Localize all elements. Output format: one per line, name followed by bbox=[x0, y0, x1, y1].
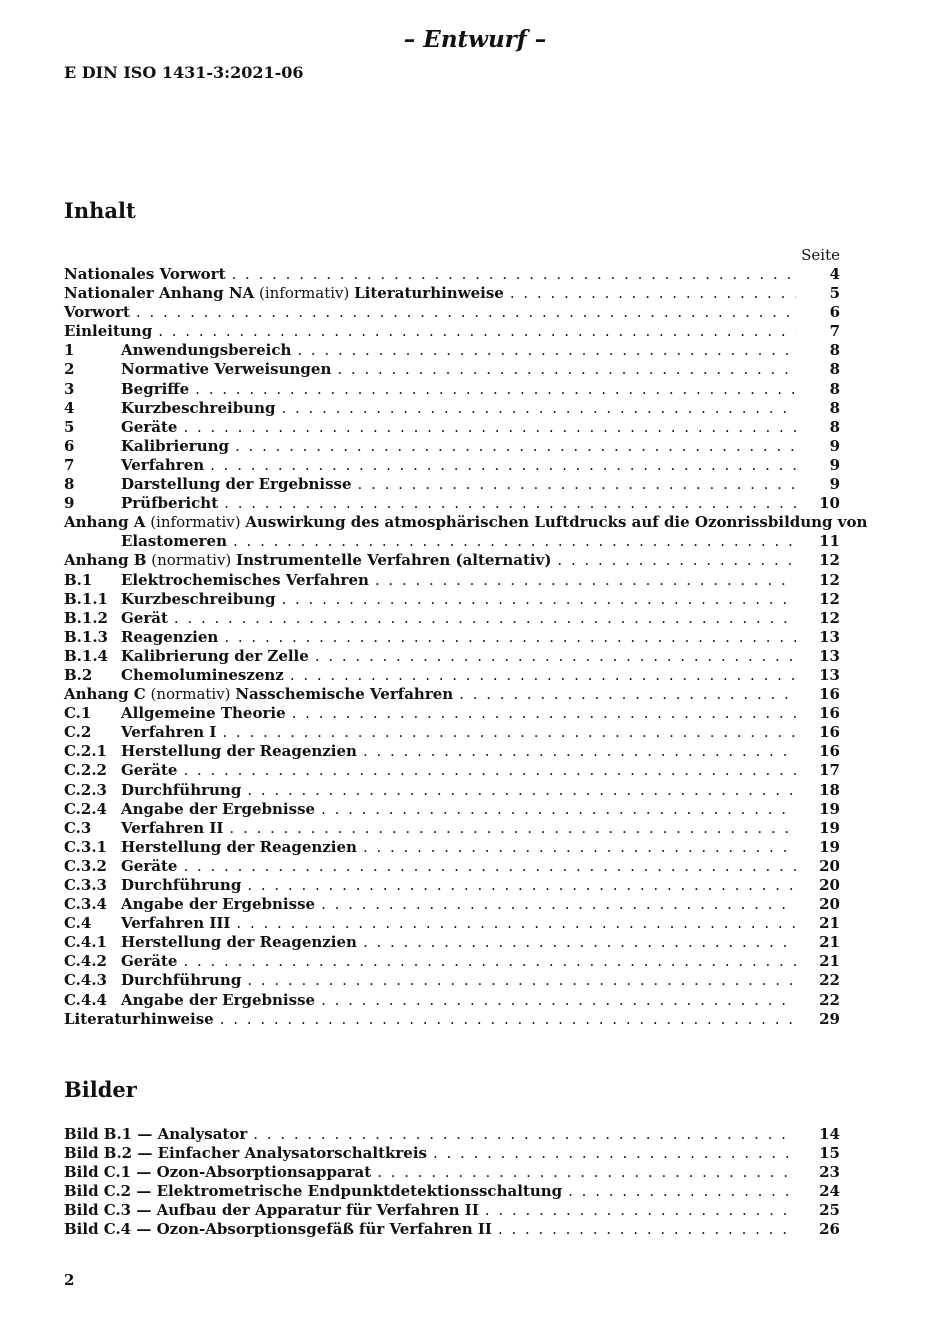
toc-entry[interactable] bbox=[64, 952, 840, 971]
toc-page-number: 12 bbox=[819, 589, 840, 608]
toc-entry[interactable] bbox=[64, 1010, 840, 1029]
toc-entry-text bbox=[121, 704, 286, 723]
toc-entry-annex-a[interactable] bbox=[64, 513, 868, 532]
figure-page-number: 15 bbox=[819, 1144, 840, 1163]
toc-section-number: 3 bbox=[64, 379, 75, 398]
toc-entry-text bbox=[121, 609, 168, 628]
toc-entry-text bbox=[121, 933, 357, 952]
leader-dots bbox=[253, 1125, 796, 1144]
toc-entry[interactable] bbox=[64, 895, 840, 914]
leader-dots bbox=[358, 475, 796, 494]
toc-entry-text bbox=[121, 895, 315, 914]
toc-entry-text bbox=[121, 341, 291, 360]
leader-dots bbox=[222, 723, 796, 742]
figure-caption: Bild C.2 — Elektrometrische Endpunktdetektionsschaltung bbox=[64, 1182, 563, 1201]
toc-entry[interactable] bbox=[64, 399, 840, 418]
toc-entry-label: Herstellung der Reagenzien bbox=[121, 933, 357, 952]
figure-entry[interactable] bbox=[64, 1182, 840, 1201]
toc-page-number: 18 bbox=[819, 780, 840, 799]
toc-entry-text bbox=[121, 456, 204, 475]
toc-entry[interactable] bbox=[64, 723, 840, 742]
draft-label: – Entwurf – bbox=[403, 26, 547, 53]
toc-entry-label: Anhang C bbox=[64, 685, 146, 704]
toc-entry-text bbox=[121, 666, 284, 685]
toc-entry-text bbox=[121, 647, 309, 666]
toc-entry-text bbox=[121, 475, 352, 494]
toc-page-number: 20 bbox=[819, 856, 840, 875]
toc-entry[interactable] bbox=[64, 704, 840, 723]
toc-section-number: C.4.3 bbox=[64, 971, 107, 990]
toc-entry-text bbox=[121, 571, 369, 590]
toc-entry-text bbox=[121, 971, 241, 990]
leader-dots bbox=[321, 991, 796, 1010]
toc-entry-text bbox=[121, 991, 315, 1010]
toc-entry[interactable] bbox=[64, 418, 840, 437]
toc-entry-label: Durchführung bbox=[121, 971, 242, 990]
toc-entry-text bbox=[121, 437, 229, 456]
toc-entry[interactable] bbox=[64, 666, 840, 685]
figure-page-number: 23 bbox=[819, 1163, 840, 1182]
toc-entry-label: Verfahren I bbox=[121, 723, 217, 742]
leader-dots bbox=[220, 1010, 796, 1029]
toc-entry[interactable] bbox=[64, 456, 840, 475]
toc-section-number: C.3.3 bbox=[64, 876, 107, 894]
toc-entry-text bbox=[121, 494, 218, 513]
toc-entry-text bbox=[64, 265, 226, 284]
toc-entry-text bbox=[121, 723, 216, 742]
toc-entry-type: (informativ) bbox=[145, 513, 246, 532]
toc-entry-text bbox=[64, 284, 504, 303]
toc-page-number: 22 bbox=[819, 990, 840, 1009]
toc-entry-text bbox=[121, 380, 189, 399]
toc-entry[interactable] bbox=[64, 475, 840, 494]
leader-dots bbox=[377, 1163, 796, 1182]
toc-entry-text bbox=[64, 685, 453, 704]
toc-page-number: 20 bbox=[819, 876, 840, 894]
toc-section-number: B.1.2 bbox=[64, 608, 108, 627]
toc-section-number: 4 bbox=[64, 398, 75, 417]
toc-entry-label: Angabe der Ergebnisse bbox=[121, 895, 316, 914]
figure-caption: Bild B.2 — Einfacher Analysatorschaltkreis bbox=[64, 1144, 427, 1163]
toc-section-number: B.2 bbox=[64, 665, 93, 684]
toc-entry-text bbox=[121, 742, 357, 761]
toc-section-number: C.1 bbox=[64, 704, 92, 723]
toc-page-number: 12 bbox=[819, 608, 840, 627]
toc-page-number: 7 bbox=[829, 322, 840, 341]
toc-section-number: B.1.4 bbox=[64, 646, 108, 665]
leader-dots bbox=[232, 265, 796, 284]
toc-entry-label: Verfahren II bbox=[121, 818, 224, 837]
toc-section-number: C.3 bbox=[64, 818, 92, 837]
toc-entry-text bbox=[64, 303, 130, 322]
leader-dots bbox=[557, 551, 796, 570]
toc-entry-title-cont: Elastomeren bbox=[121, 532, 227, 551]
leader-dots bbox=[195, 380, 796, 399]
leader-dots bbox=[363, 742, 796, 761]
toc-page-number: 9 bbox=[829, 475, 840, 494]
leader-dots bbox=[459, 685, 796, 704]
toc-entry[interactable] bbox=[64, 590, 840, 609]
toc-entry[interactable] bbox=[64, 303, 840, 322]
leader-dots bbox=[433, 1144, 796, 1163]
toc-page-number: 19 bbox=[819, 837, 840, 856]
toc-entry-label: Darstellung der Ergebnisse bbox=[121, 475, 352, 494]
toc-entry-label: Literaturhinweise bbox=[64, 1009, 214, 1028]
toc-entry-label: Kurzbeschreibung bbox=[121, 398, 276, 417]
toc-entry-label: Geräte bbox=[121, 761, 178, 780]
leader-dots bbox=[363, 933, 796, 952]
toc-entry-label: Elektrochemisches Verfahren bbox=[121, 570, 369, 589]
toc-entry[interactable] bbox=[64, 494, 840, 513]
leader-dots bbox=[315, 647, 796, 666]
leader-dots bbox=[158, 322, 796, 341]
toc-entry-label: Nationales Vorwort bbox=[64, 265, 226, 283]
toc-entry[interactable] bbox=[64, 761, 840, 780]
leader-dots bbox=[498, 1220, 796, 1239]
figure-caption: Bild C.3 — Aufbau der Apparatur für Verfahren II bbox=[64, 1201, 479, 1220]
toc-section-number: 1 bbox=[64, 341, 75, 360]
toc-section-number: 5 bbox=[64, 417, 75, 436]
toc-entry-type: (normativ) bbox=[146, 551, 237, 570]
toc-page-number: 13 bbox=[819, 646, 840, 665]
toc-entry-label: Kalibrierung der Zelle bbox=[121, 646, 309, 665]
toc-entry-text bbox=[121, 590, 275, 609]
toc-entry[interactable] bbox=[64, 551, 840, 570]
toc-entry-type: (normativ) bbox=[145, 685, 236, 704]
toc-page-number: 11 bbox=[819, 532, 840, 551]
toc-page-number: 5 bbox=[829, 284, 840, 303]
toc-page-number: 29 bbox=[819, 1009, 840, 1028]
page-number: 2 bbox=[64, 1271, 75, 1289]
toc-page-number: 16 bbox=[819, 704, 840, 723]
toc-entry[interactable] bbox=[64, 322, 840, 341]
leader-dots bbox=[174, 609, 796, 628]
toc-entry-text bbox=[64, 322, 152, 341]
toc-page-number: 6 bbox=[829, 303, 840, 322]
toc-entry[interactable] bbox=[64, 265, 840, 284]
toc-page-number: 8 bbox=[829, 398, 840, 417]
toc-section-number: 8 bbox=[64, 475, 75, 494]
toc-entry[interactable] bbox=[64, 437, 840, 456]
leader-dots bbox=[321, 895, 796, 914]
toc-entry[interactable] bbox=[64, 742, 840, 761]
page-column-label: Seite bbox=[801, 246, 840, 264]
toc-entry[interactable] bbox=[64, 571, 840, 590]
leader-dots bbox=[292, 704, 796, 723]
toc-entry[interactable] bbox=[64, 628, 840, 647]
document-id: E DIN ISO 1431-3:2021-06 bbox=[64, 63, 304, 82]
toc-page-number: 13 bbox=[819, 627, 840, 646]
toc-page-number: 4 bbox=[829, 265, 840, 283]
toc-entry-title: Auswirkung des atmosphärischen Luftdrucks auf die Ozonrissbildung von bbox=[245, 513, 868, 532]
leader-dots bbox=[337, 360, 796, 379]
leader-dots bbox=[183, 857, 796, 876]
leader-dots bbox=[247, 876, 796, 895]
toc-entry-label: Normative Verweisungen bbox=[121, 360, 332, 379]
toc-entry-text bbox=[121, 628, 218, 647]
toc-entry[interactable] bbox=[64, 991, 840, 1010]
leader-dots bbox=[136, 303, 796, 322]
toc-section-number: C.2.2 bbox=[64, 761, 107, 780]
toc-entry[interactable] bbox=[64, 857, 840, 876]
toc-entry-label: Gerät bbox=[121, 608, 168, 627]
toc-entry-label: Durchführung bbox=[121, 876, 242, 894]
toc-entry[interactable] bbox=[64, 876, 840, 895]
toc-entry-text bbox=[121, 761, 177, 780]
toc-page-number: 20 bbox=[819, 895, 840, 914]
toc-section-number: C.3.2 bbox=[64, 856, 107, 875]
toc-section-number: 9 bbox=[64, 494, 75, 513]
toc-entry[interactable] bbox=[64, 971, 840, 990]
leader-dots bbox=[290, 666, 796, 685]
toc-entry-text bbox=[121, 360, 331, 379]
toc-entry-label: Herstellung der Reagenzien bbox=[121, 742, 357, 761]
toc-entry[interactable] bbox=[64, 647, 840, 666]
figure-page-number: 24 bbox=[819, 1182, 840, 1201]
figure-page-number: 25 bbox=[819, 1201, 840, 1220]
toc-entry-label: Geräte bbox=[121, 856, 178, 875]
toc-section-number: C.3.4 bbox=[64, 895, 107, 914]
toc-entry-label: Chemolumineszenz bbox=[121, 665, 284, 684]
toc-entry-label: Verfahren bbox=[121, 455, 205, 474]
toc-section-number: C.4.1 bbox=[64, 933, 107, 952]
toc-section-number: B.1.1 bbox=[64, 589, 108, 608]
toc-page-number: 16 bbox=[819, 685, 840, 704]
toc-section-number: 6 bbox=[64, 436, 75, 455]
toc-page-number: 16 bbox=[819, 742, 840, 761]
leader-dots bbox=[183, 761, 796, 780]
toc-page-number: 12 bbox=[819, 551, 840, 570]
list-of-figures bbox=[64, 1125, 840, 1240]
figure-entry[interactable] bbox=[64, 1201, 840, 1220]
toc-entry[interactable] bbox=[64, 360, 840, 379]
toc-entry[interactable] bbox=[64, 341, 840, 360]
toc-page-number: 9 bbox=[829, 436, 840, 455]
toc-entry[interactable] bbox=[64, 819, 840, 838]
toc-entry-label: Prüfbericht bbox=[121, 494, 219, 513]
figure-entry[interactable] bbox=[64, 1163, 840, 1182]
toc-page-number: 8 bbox=[829, 417, 840, 436]
toc-entry-label: Angabe der Ergebnisse bbox=[121, 990, 316, 1009]
toc-entry-type: (informativ) bbox=[254, 284, 355, 303]
figure-caption: Bild C.1 — Ozon-Absorptionsapparat bbox=[64, 1163, 372, 1182]
toc-section-number: B.1.3 bbox=[64, 627, 108, 646]
toc-section-number: B.1 bbox=[64, 570, 93, 589]
figures-heading: Bilder bbox=[64, 1077, 137, 1102]
leader-dots bbox=[235, 437, 796, 456]
toc-entry-label: Nationaler Anhang NA bbox=[64, 284, 255, 303]
figure-page-number: 14 bbox=[819, 1125, 840, 1143]
toc-entry-text bbox=[121, 838, 357, 857]
toc-section-number: 7 bbox=[64, 455, 75, 474]
toc-section-number: C.2.3 bbox=[64, 780, 107, 799]
figure-caption: Bild B.1 — Analysator bbox=[64, 1125, 248, 1143]
toc-entry-label: Kurzbeschreibung bbox=[121, 589, 276, 608]
toc-entry-label: Reagenzien bbox=[121, 627, 219, 646]
toc-entry-text bbox=[64, 1010, 214, 1029]
toc-entry-text bbox=[121, 819, 223, 838]
leader-dots bbox=[236, 914, 796, 933]
toc-page-number: 16 bbox=[819, 723, 840, 742]
toc-entry-label: Geräte bbox=[121, 417, 178, 436]
toc-entry[interactable] bbox=[64, 609, 840, 628]
leader-dots bbox=[247, 781, 796, 800]
toc-section-number: C.2 bbox=[64, 723, 92, 742]
leader-dots bbox=[183, 418, 796, 437]
toc-entry[interactable] bbox=[64, 284, 840, 303]
leader-dots bbox=[247, 971, 796, 990]
toc-entry[interactable] bbox=[64, 685, 840, 704]
toc-page-number: 8 bbox=[829, 379, 840, 398]
toc-entry-label: Angabe der Ergebnisse bbox=[121, 799, 316, 818]
toc-entry-label: Verfahren III bbox=[121, 914, 231, 933]
leader-dots bbox=[321, 800, 796, 819]
figure-page-number: 26 bbox=[819, 1220, 840, 1239]
leader-dots bbox=[281, 590, 796, 609]
toc-entry-label: Einleitung bbox=[64, 322, 153, 341]
toc-entry-title: Instrumentelle Verfahren (alternativ) bbox=[236, 551, 552, 570]
toc-entry-label: Allgemeine Theorie bbox=[121, 704, 286, 723]
toc-entry-label: Kalibrierung bbox=[121, 436, 229, 455]
toc-page-number: 13 bbox=[819, 665, 840, 684]
toc-page-number: 19 bbox=[819, 799, 840, 818]
toc-page-number: 8 bbox=[829, 341, 840, 360]
toc-entry[interactable] bbox=[64, 800, 840, 819]
figure-entry[interactable] bbox=[64, 1220, 840, 1239]
toc-entry-text bbox=[121, 876, 241, 895]
toc-entry-label: Begriffe bbox=[121, 379, 190, 398]
toc-page-number: 10 bbox=[819, 494, 840, 513]
leader-dots bbox=[233, 532, 796, 551]
leader-dots bbox=[183, 952, 796, 971]
leader-dots bbox=[363, 838, 796, 857]
toc-section-number: C.4.2 bbox=[64, 952, 107, 971]
toc-entry[interactable] bbox=[64, 914, 840, 933]
leader-dots bbox=[510, 284, 796, 303]
toc-entry-label: Vorwort bbox=[64, 303, 130, 322]
toc-page-number: 21 bbox=[819, 933, 840, 952]
toc-entry-label: Durchführung bbox=[121, 780, 242, 799]
toc-page-number: 21 bbox=[819, 914, 840, 933]
toc-entry-label: Anhang A bbox=[64, 513, 146, 532]
table-of-contents bbox=[64, 265, 868, 1029]
leader-dots bbox=[281, 399, 796, 418]
toc-page-number: 8 bbox=[829, 360, 840, 379]
toc-entry-text bbox=[64, 551, 551, 570]
toc-entry-text bbox=[121, 418, 177, 437]
toc-section-number: C.4.4 bbox=[64, 990, 107, 1009]
toc-page-number: 19 bbox=[819, 818, 840, 837]
toc-entry[interactable] bbox=[64, 781, 840, 800]
toc-entry-title: Nasschemische Verfahren bbox=[235, 685, 454, 704]
toc-entry-label: Geräte bbox=[121, 952, 178, 971]
toc-entry[interactable] bbox=[64, 933, 840, 952]
toc-section-number: 2 bbox=[64, 360, 75, 379]
toc-entry-label: Herstellung der Reagenzien bbox=[121, 837, 357, 856]
toc-section-number: C.3.1 bbox=[64, 837, 107, 856]
toc-entry-text bbox=[121, 800, 315, 819]
toc-entry-label: Anwendungsbereich bbox=[121, 341, 292, 360]
leader-dots bbox=[224, 494, 796, 513]
toc-entry-text bbox=[121, 399, 275, 418]
leader-dots bbox=[375, 571, 796, 590]
toc-section-number: C.2.1 bbox=[64, 742, 107, 761]
toc-page-number: 22 bbox=[819, 971, 840, 990]
toc-entry[interactable] bbox=[64, 380, 840, 399]
toc-entry-label: Anhang B bbox=[64, 551, 147, 570]
leader-dots bbox=[568, 1182, 796, 1201]
toc-entry[interactable] bbox=[64, 838, 840, 857]
toc-entry-text bbox=[121, 857, 177, 876]
leader-dots bbox=[297, 341, 796, 360]
figure-entry[interactable] bbox=[64, 1144, 840, 1163]
leader-dots bbox=[224, 628, 796, 647]
toc-page-number: 12 bbox=[819, 570, 840, 589]
toc-entry-text bbox=[121, 914, 230, 933]
toc-section-number: C.2.4 bbox=[64, 799, 107, 818]
figure-caption: Bild C.4 — Ozon-Absorptionsgefäß für Verfahren II bbox=[64, 1220, 492, 1239]
toc-entry-text bbox=[121, 781, 241, 800]
toc-page-number: 21 bbox=[819, 952, 840, 971]
toc-entry-annex-a-cont[interactable] bbox=[64, 532, 840, 551]
toc-page-number: 17 bbox=[819, 761, 840, 780]
contents-heading: Inhalt bbox=[64, 198, 136, 223]
toc-entry-title: Literaturhinweise bbox=[354, 284, 504, 303]
toc-entry-text bbox=[121, 952, 177, 971]
leader-dots bbox=[485, 1201, 796, 1220]
leader-dots bbox=[229, 819, 796, 838]
leader-dots bbox=[210, 456, 796, 475]
toc-page-number: 9 bbox=[829, 455, 840, 474]
figure-entry[interactable] bbox=[64, 1125, 840, 1144]
toc-section-number: C.4 bbox=[64, 914, 92, 933]
